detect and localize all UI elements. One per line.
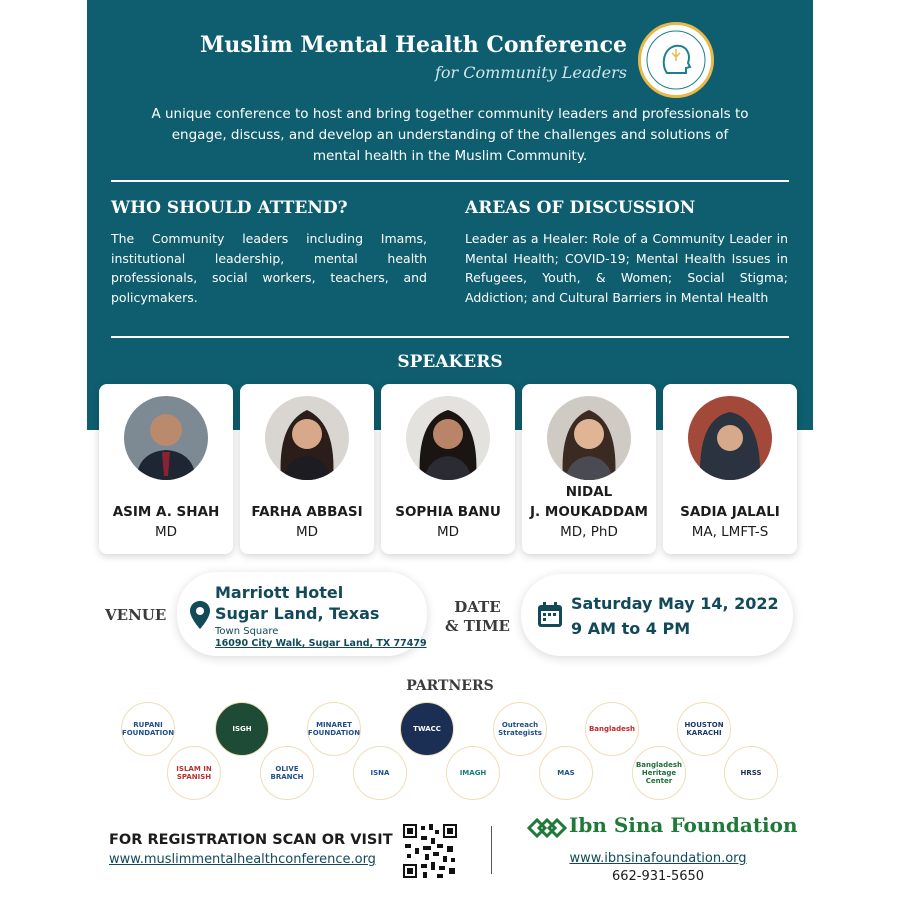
partner-logo: RUPANI FOUNDATION xyxy=(121,702,175,756)
datetime-label-line2: & TIME xyxy=(445,617,510,635)
speaker-card xyxy=(99,384,233,554)
datetime-pill xyxy=(521,574,793,656)
conference-logo-icon xyxy=(638,22,714,98)
speaker-credentials: MD xyxy=(154,524,178,540)
partner-logo: MAS xyxy=(539,746,593,800)
sponsor-phone: 662-931-5650 xyxy=(611,869,705,884)
ibn-sina-logo-icon xyxy=(527,814,567,842)
speaker-photo xyxy=(124,396,208,480)
speaker-name: ASIM A. SHAH xyxy=(112,504,220,520)
venue-pill xyxy=(177,572,427,656)
attend-heading: WHO SHOULD ATTEND? xyxy=(111,198,348,218)
speaker-name: FARHA ABBASI xyxy=(251,504,363,520)
event-date: Saturday May 14, 2022 xyxy=(571,594,779,613)
intro-text: A unique conference to host and bring together community leaders and professionals to engage, discuss, and develop an understanding of the challenges and solutions of mental health in the Muslim Community. xyxy=(151,106,749,164)
sponsor-name: Ibn Sina Foundation xyxy=(569,813,798,837)
speaker-name-line1: NIDAL xyxy=(565,484,613,500)
partner-logo: TWACC xyxy=(400,702,454,756)
speaker-card xyxy=(522,384,656,554)
calendar-icon xyxy=(537,602,563,628)
partner-logo: ISLAM IN SPANISH xyxy=(167,746,221,800)
partner-logo: ISNA xyxy=(353,746,407,800)
speaker-photo xyxy=(547,396,631,480)
footer-divider xyxy=(491,826,492,874)
attend-text: The Community leaders including Imams, institutional leadership, mental health professionals, social workers, teachers, and policymakers. xyxy=(111,231,427,305)
partner-logo: IMAGH xyxy=(446,746,500,800)
speaker-credentials: MA, LMFT-S xyxy=(691,524,769,540)
speaker-card xyxy=(240,384,374,554)
speaker-name: SOPHIA BANU xyxy=(395,504,501,520)
venue-label: VENUE xyxy=(105,606,167,624)
discussion-text: Leader as a Healer: Role of a Community Leader in Mental Health; COVID-19; Mental Health Issues in Refugees, Youth, & Women; Social Stigma; Addiction; and Cultural Barriers in Mental Health xyxy=(465,231,788,305)
speaker-name: J. MOUKADDAM xyxy=(530,504,648,520)
qr-code-icon[interactable] xyxy=(401,822,459,880)
speaker-photo xyxy=(406,396,490,480)
speakers-heading: SPEAKERS xyxy=(397,352,503,372)
speaker-card xyxy=(663,384,797,554)
partners-heading: PARTNERS xyxy=(406,678,494,694)
sponsor-link[interactable]: www.ibnsinafoundation.org xyxy=(569,851,747,866)
divider-bottom xyxy=(111,336,789,338)
speaker-name: SADIA JALALI xyxy=(680,504,780,520)
speaker-credentials: MD xyxy=(295,524,319,540)
discussion-heading: AREAS OF DISCUSSION xyxy=(465,198,696,218)
partner-logo: Bangladesh Heritage Center xyxy=(632,746,686,800)
partner-logo: Outreach Strategists xyxy=(493,702,547,756)
page-title: Muslim Mental Health Conference xyxy=(200,32,627,58)
venue-address: 16090 City Walk, Sugar Land, TX 77479 xyxy=(215,638,427,649)
speaker-credentials: MD xyxy=(436,524,460,540)
datetime-label xyxy=(445,598,510,636)
registration-label: FOR REGISTRATION SCAN OR VISIT xyxy=(109,832,393,848)
page-subtitle: for Community Leaders xyxy=(435,63,627,82)
partner-logo: HOUSTON KARACHI xyxy=(677,702,731,756)
registration-link[interactable]: www.muslimmentalhealthconference.org xyxy=(109,852,376,867)
map-pin-icon xyxy=(189,600,211,630)
datetime-label-line1: DATE xyxy=(454,598,501,616)
venue-name: Marriott Hotel xyxy=(215,583,344,602)
partner-logo: HRSS xyxy=(724,746,778,800)
speaker-card xyxy=(381,384,515,554)
partner-logo: ISGH xyxy=(215,702,269,756)
speaker-photo xyxy=(688,396,772,480)
venue-city: Sugar Land, Texas xyxy=(215,604,380,623)
event-time: 9 AM to 4 PM xyxy=(571,619,691,638)
divider-top xyxy=(111,180,789,182)
partner-logo: MINARET FOUNDATION xyxy=(307,702,361,756)
venue-area: Town Square xyxy=(215,626,279,637)
speaker-credentials: MD, PhD xyxy=(560,524,618,540)
partner-logo: OLIVE BRANCH xyxy=(260,746,314,800)
flyer xyxy=(87,0,813,900)
speaker-cards xyxy=(99,384,801,554)
speaker-photo xyxy=(265,396,349,480)
partner-logo: Bangladesh xyxy=(585,702,639,756)
